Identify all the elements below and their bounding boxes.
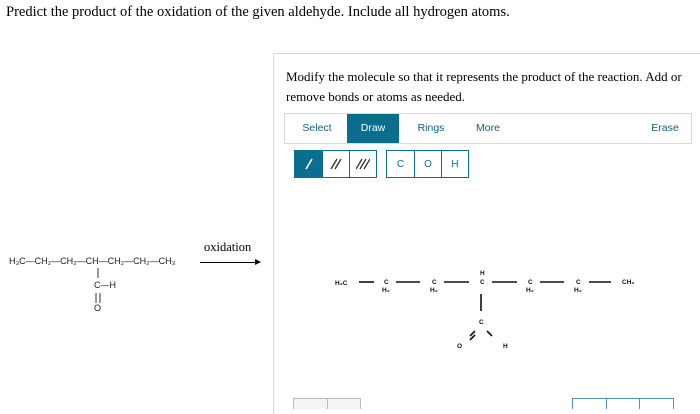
molecule-canvas[interactable] xyxy=(274,54,700,404)
atom-h-carbonyl[interactable]: H xyxy=(503,343,508,350)
atom-c-carbonyl[interactable]: C xyxy=(479,319,484,326)
atom-c5-h2[interactable]: H₂ xyxy=(574,287,582,294)
atom-c4-h2[interactable]: H₂ xyxy=(526,287,534,294)
erase-button[interactable]: Erase xyxy=(651,122,679,134)
hydrogen-atom-button[interactable]: H xyxy=(441,151,468,177)
tab-rings[interactable]: Rings xyxy=(417,122,445,134)
oxygen-atom-button[interactable]: O xyxy=(414,151,441,177)
instruction-text: Modify the molecule so that it represents the product of the reaction. Add or remove bonds or atoms as needed. xyxy=(286,69,682,104)
question-text: Predict the product of the oxidation of the given aldehyde. Include all hydrogen atoms. xyxy=(6,4,510,20)
atom-ch3[interactable]: CH₃ xyxy=(622,279,635,286)
atom-c4[interactable]: C xyxy=(528,279,533,286)
drawing-panel xyxy=(273,53,700,414)
reaction-arrow xyxy=(200,240,260,270)
carbon-atom-button[interactable]: C xyxy=(387,151,414,177)
undo-redo-controls[interactable] xyxy=(293,398,361,409)
atom-o[interactable]: O xyxy=(457,343,463,350)
zoom-controls[interactable] xyxy=(572,398,674,409)
atom-c3[interactable]: C xyxy=(480,279,485,286)
reactant-chain: H₃C—CH₂—CH₂—CH—CH₂—CH₂—CH₃ xyxy=(9,256,176,266)
reactant-branch-oxygen: O xyxy=(94,303,102,313)
atom-c1[interactable]: C xyxy=(384,279,389,286)
atom-c1-h2[interactable]: H₂ xyxy=(382,287,390,294)
tab-draw[interactable]: Draw xyxy=(347,114,399,143)
tab-select[interactable]: Select xyxy=(302,122,332,134)
atom-c5[interactable]: C xyxy=(576,279,581,286)
tab-more[interactable]: More xyxy=(476,122,500,134)
atom-c3-h[interactable]: H xyxy=(480,270,485,277)
atom-c2-h2[interactable]: H₂ xyxy=(430,287,438,294)
arrow-label: oxidation xyxy=(204,240,252,254)
reactant-branch-carbon: C—H xyxy=(94,280,116,290)
arrow-line xyxy=(200,262,256,263)
atom-c2[interactable]: C xyxy=(432,279,437,286)
arrow-head-icon xyxy=(255,259,261,265)
atom-h3c[interactable]: H₃C xyxy=(335,280,348,287)
